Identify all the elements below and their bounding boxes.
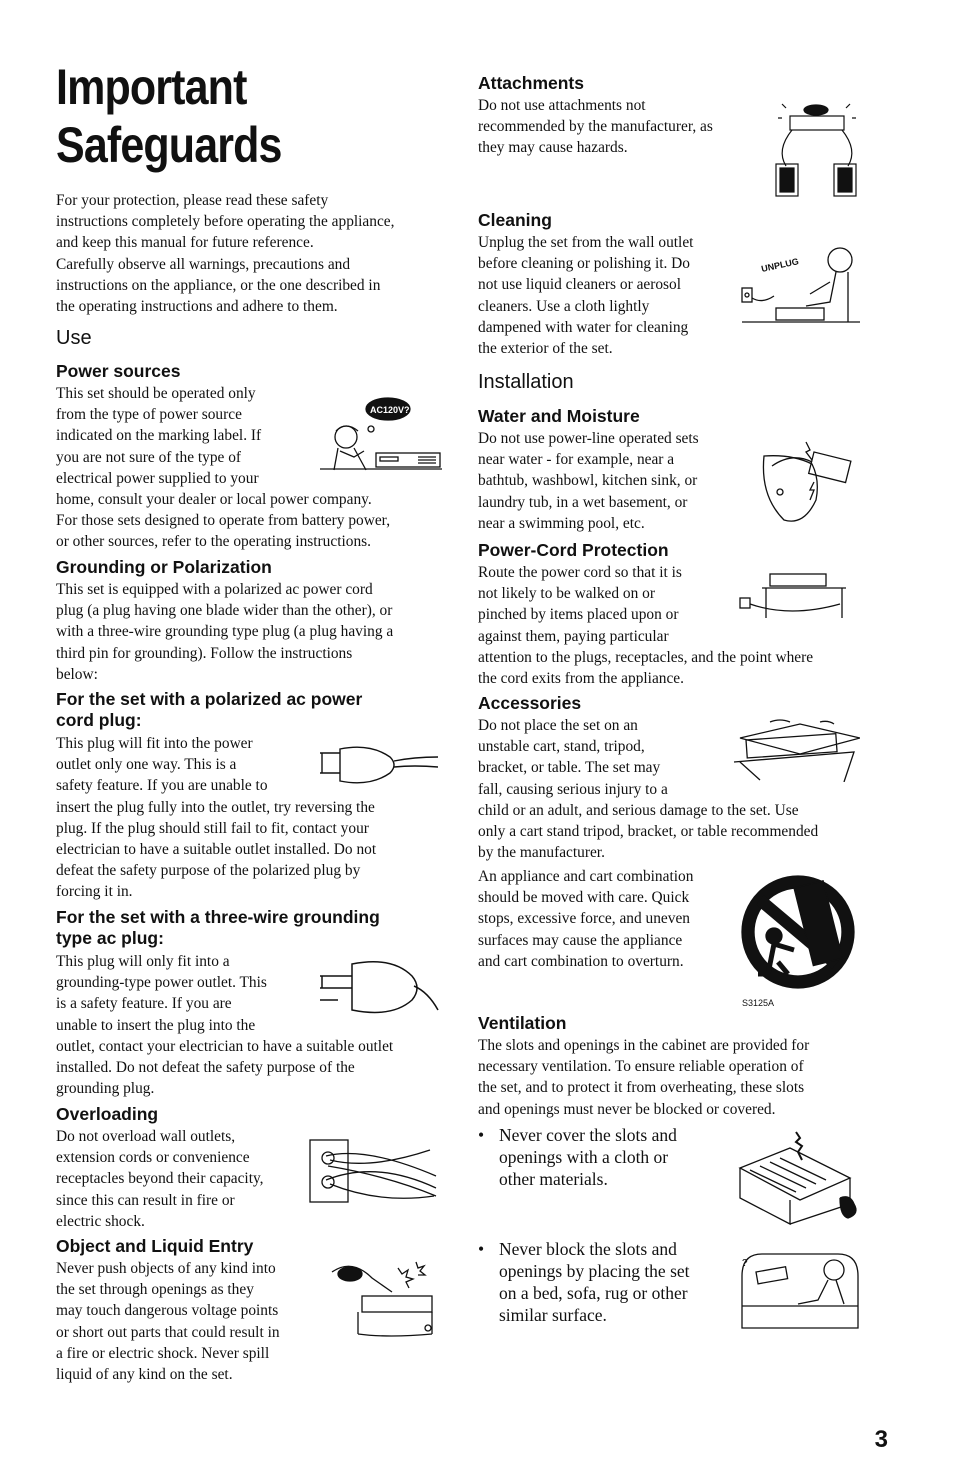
- cart-combination-text: [478, 866, 738, 972]
- power-source-illustration: [318, 395, 444, 473]
- text-line: necessary ventilation. To ensure reliable operation of: [478, 1058, 804, 1076]
- text-line: openings with a cloth or: [499, 1147, 669, 1167]
- attachments-illustration: [772, 100, 862, 200]
- text-line: This set should be operated only: [56, 385, 256, 402]
- text-line: electrician to have a suitable outlet installed. Do not: [56, 841, 377, 859]
- text-line: recommended by the manufacturer, as: [478, 118, 713, 136]
- page-number: 3: [874, 1426, 888, 1453]
- text-line: dampened with water for cleaning: [478, 318, 689, 336]
- text-line: on a bed, sofa, rug or other: [499, 1283, 688, 1303]
- text-line: and openings must never be blocked or covered.: [478, 1100, 776, 1118]
- text-line: unstable cart, stand, tripod,: [478, 738, 645, 756]
- text-line: near water - for example, near a: [478, 451, 675, 469]
- page-title-line-1: Important: [56, 59, 247, 115]
- intro-paragraph: [56, 190, 446, 317]
- text-line: below:: [56, 665, 98, 683]
- intro-line: For your protection, please read these safety: [56, 192, 329, 209]
- covered-set-illustration: [736, 1128, 862, 1228]
- text-line: outlet only one way. This is a: [56, 756, 237, 774]
- grounding-text: [56, 579, 446, 685]
- text-line: This plug will only fit into a: [56, 953, 230, 970]
- text-line: Do not use power-line operated sets: [478, 430, 699, 447]
- heading-water-moisture: Water and Moisture: [478, 406, 640, 426]
- text-line: receptacles beyond their capacity,: [56, 1170, 264, 1188]
- text-line: by the manufacturer.: [478, 844, 605, 862]
- text-line: electric shock.: [56, 1212, 145, 1230]
- text-line: The slots and openings in the cabinet are provided for: [478, 1037, 810, 1054]
- text-line: you are not sure of the type of: [56, 448, 242, 466]
- text-line: third pin for grounding). Follow the instructions: [56, 644, 353, 662]
- attachments-text: [478, 95, 758, 159]
- overloaded-outlet-illustration: [308, 1136, 442, 1206]
- text-line: child or an adult, and serious damage to the set. Use: [478, 801, 799, 819]
- text-line: Unplug the set from the wall outlet: [478, 234, 694, 251]
- intro-line: instructions completely before operating the appliance,: [56, 213, 395, 231]
- heading-line: cord plug:: [56, 710, 142, 730]
- cleaning-text: [478, 232, 738, 359]
- text-line: grounding-type power outlet. This: [56, 974, 267, 992]
- section-heading-installation: Installation: [478, 371, 574, 393]
- text-line: bathtub, washbowl, kitchen sink, or: [478, 472, 698, 490]
- text-line: from the type of power source: [56, 406, 242, 424]
- text-line: bracket, or table. The set may: [478, 759, 661, 777]
- heading-cleaning: Cleaning: [478, 210, 552, 230]
- text-line: Route the power cord so that it is: [478, 564, 682, 581]
- cart-warning-symbol: [738, 872, 858, 992]
- text-line: outlet, contact your electrician to have a suitable outlet: [56, 1037, 394, 1055]
- text-line: similar surface.: [499, 1305, 607, 1325]
- text-line: and cart combination to overturn.: [478, 952, 684, 970]
- text-line: An appliance and cart combination: [478, 868, 694, 885]
- text-line: may touch dangerous voltage points: [56, 1302, 279, 1320]
- text-line: installed. Do not defeat the safety purpose of the: [56, 1059, 355, 1077]
- intro-line: instructions on the appliance, or the one described in: [56, 276, 381, 294]
- heading-accessories: Accessories: [478, 693, 582, 713]
- text-line: unable to insert the plug into the: [56, 1016, 256, 1034]
- text-line: cleaners. Use a cloth lightly: [478, 297, 650, 315]
- text-line: Do not overload wall outlets,: [56, 1128, 236, 1145]
- bubble-text: AC120V?: [370, 405, 410, 415]
- text-line: Never cover the slots and: [499, 1125, 677, 1145]
- text-line: not use liquid cleaners or aerosol: [478, 276, 682, 294]
- text-line: against them, paying particular: [478, 627, 669, 645]
- page-title: [56, 58, 282, 174]
- bullet-text: [499, 1238, 719, 1326]
- text-line: only a cart stand tripod, bracket, or table recommended: [478, 823, 819, 841]
- text-line: insert the plug fully into the outlet, try reversing the: [56, 798, 375, 816]
- text-line: since this can result in fire or: [56, 1191, 235, 1209]
- text-line: not likely to be walked on or: [478, 585, 655, 603]
- cleaning-illustration: [740, 242, 860, 326]
- bullet-dot: •: [478, 1125, 485, 1145]
- text-line: Never push objects of any kind into: [56, 1260, 276, 1277]
- page-title-line-2: Safeguards: [56, 117, 282, 173]
- water-moisture-text: [478, 428, 748, 534]
- text-line: This set is equipped with a polarized ac power cord: [56, 581, 373, 598]
- text-line: stops, excessive force, and uneven: [478, 910, 690, 928]
- heading-object-liquid-entry: Object and Liquid Entry: [56, 1236, 254, 1256]
- text-line: or other sources, refer to the operating instructions.: [56, 533, 371, 551]
- text-line: Do not use attachments not: [478, 97, 646, 114]
- text-line: the exterior of the set.: [478, 340, 613, 358]
- text-line: liquid of any kind on the set.: [56, 1366, 233, 1384]
- text-line: before cleaning or polishing it. Do: [478, 255, 690, 273]
- text-line: home, consult your dealer or local power company.: [56, 491, 372, 509]
- set-on-sofa-illustration: [738, 1246, 860, 1332]
- text-line: pinched by items placed upon or: [478, 606, 679, 624]
- text-line: or short out parts that could result in: [56, 1323, 280, 1341]
- heading-power-sources: Power sources: [56, 361, 181, 381]
- unplug-label: UNPLUG: [760, 256, 800, 274]
- text-line: surfaces may cause the appliance: [478, 931, 683, 949]
- text-line: safety feature. If you are unable to: [56, 777, 268, 795]
- heading-line: For the set with a three-wire grounding: [56, 907, 380, 927]
- section-heading-use: Use: [56, 327, 92, 349]
- text-line: fall, causing serious injury to a: [478, 780, 668, 798]
- intro-line: the operating instructions and adhere to them.: [56, 298, 338, 316]
- text-line: is a safety feature. If you are: [56, 995, 232, 1013]
- heading-grounding: Grounding or Polarization: [56, 557, 272, 577]
- heading-three-wire-plug: [56, 907, 446, 949]
- text-line: openings by placing the set: [499, 1261, 690, 1281]
- heading-overloading: Overloading: [56, 1104, 159, 1124]
- text-line: This plug will fit into the power: [56, 735, 253, 752]
- text-line: defeat the safety purpose of the polarized plug by: [56, 862, 361, 880]
- text-line: near a swimming pool, etc.: [478, 514, 645, 532]
- heading-attachments: Attachments: [478, 73, 584, 93]
- heading-line: For the set with a polarized ac power: [56, 689, 363, 709]
- text-line: plug (a plug having one blade wider than the other), or: [56, 602, 393, 620]
- intro-line: Carefully observe all warnings, precautions and: [56, 255, 351, 273]
- unstable-stand-illustration: [730, 718, 860, 782]
- power-cord-illustration: [738, 570, 858, 620]
- heading-power-cord-protection: Power-Cord Protection: [478, 540, 669, 560]
- text-line: with a three-wire grounding type plug (a plug having a: [56, 623, 394, 641]
- bullet-dot: •: [478, 1239, 485, 1259]
- heading-ventilation: Ventilation: [478, 1013, 567, 1033]
- svg-text:?: ?: [742, 1258, 748, 1269]
- text-line: a fire or electric shock. Never spill: [56, 1344, 270, 1362]
- three-wire-plug-icon: [318, 956, 440, 1014]
- text-line: grounding plug.: [56, 1080, 155, 1098]
- water-hazard-illustration: [758, 436, 856, 526]
- text-line: indicated on the marking label. If: [56, 427, 262, 445]
- heading-line: type ac plug:: [56, 928, 164, 948]
- text-line: other materials.: [499, 1169, 608, 1189]
- text-line: forcing it in.: [56, 883, 133, 901]
- text-line: attention to the plugs, receptacles, and the point where: [478, 648, 814, 666]
- text-line: laundry tub, in a wet basement, or: [478, 493, 688, 511]
- polarized-plug-icon: [318, 743, 438, 785]
- text-line: the set through openings as they: [56, 1281, 254, 1299]
- intro-line: and keep this manual for future reference.: [56, 234, 314, 252]
- heading-polarized-plug: [56, 689, 446, 731]
- bullet-text: [499, 1124, 719, 1190]
- text-line: Never block the slots and: [499, 1239, 677, 1259]
- text-line: the set, and to protect it from overheating, these slots: [478, 1079, 805, 1097]
- liquid-entry-illustration: [328, 1258, 440, 1340]
- text-line: Do not place the set on an: [478, 717, 638, 734]
- text-line: extension cords or convenience: [56, 1149, 250, 1167]
- figure-caption: S3125A: [742, 998, 775, 1008]
- ventilation-text: [478, 1035, 868, 1120]
- text-line: plug. If the plug should still fail to fit, contact your: [56, 819, 369, 837]
- text-line: For those sets designed to operate from battery power,: [56, 512, 391, 530]
- text-line: should be moved with care. Quick: [478, 889, 690, 907]
- text-line: they may cause hazards.: [478, 139, 628, 157]
- text-line: electrical power supplied to your: [56, 469, 259, 487]
- text-line: the cord exits from the appliance.: [478, 670, 684, 688]
